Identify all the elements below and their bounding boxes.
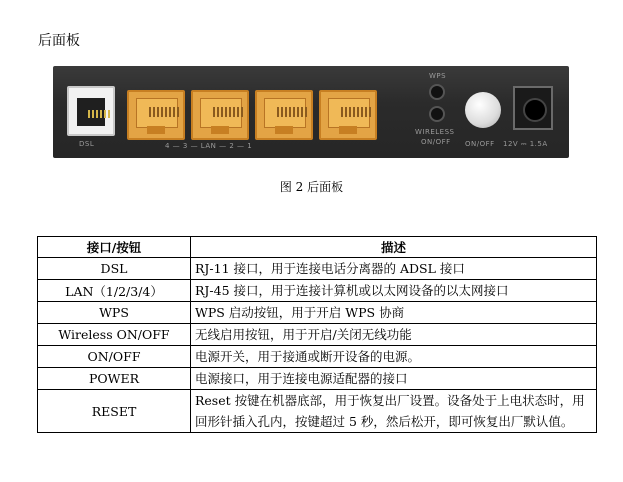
table-row [38, 258, 597, 280]
lan-port-1 [319, 90, 377, 140]
table-row [38, 390, 597, 433]
interface-name: Wireless ON/OFF [38, 324, 191, 346]
power-switch-label: ON/OFF [465, 140, 495, 148]
lan-port-2 [255, 90, 313, 140]
wireless-button [429, 106, 445, 122]
interface-description: RJ-45 接口，用于连接计算机或以太网设备的以太网接口 [191, 280, 597, 302]
dsl-port [67, 86, 115, 136]
interface-description: 电源接口，用于连接电源适配器的接口 [191, 368, 597, 390]
table-row [38, 280, 597, 302]
wireless-onoff-label: ON/OFF [421, 138, 451, 146]
lan-port-4 [127, 90, 185, 140]
interface-name: RESET [38, 390, 191, 433]
power-jack [513, 86, 553, 130]
lan-port-3 [191, 90, 249, 140]
table-row [38, 368, 597, 390]
interface-name: ON/OFF [38, 346, 191, 368]
interface-name: POWER [38, 368, 191, 390]
interface-description: 无线启用按钮，用于开启/关闭无线功能 [191, 324, 597, 346]
wps-label: WPS [429, 72, 447, 80]
table-header-row [38, 237, 597, 258]
power-rating-label: 12V ⎓ 1.5A [503, 140, 548, 148]
interface-description: RJ-11 接口，用于连接电话分离器的 ADSL 接口 [191, 258, 597, 280]
table-row [38, 324, 597, 346]
interface-description: WPS 启动按钮，用于开启 WPS 协商 [191, 302, 597, 324]
figure-caption: 图 2 后面板 [279, 180, 344, 194]
lan-label: 4 — 3 — LAN — 2 — 1 [165, 142, 253, 150]
interface-description: Reset 按键在机器底部，用于恢复出厂设置。设备处于上电状态时，用回形针插入孔内，按键超过 5 秒，然后松开，即可恢复出厂默认值。 [191, 390, 597, 433]
dsl-label: DSL [79, 140, 95, 148]
section-heading: 后面板 [38, 33, 80, 49]
wps-button [429, 84, 445, 100]
interface-name: WPS [38, 302, 191, 324]
table-row [38, 302, 597, 324]
interface-name: DSL [38, 258, 191, 280]
wireless-label: WIRELESS [415, 128, 455, 136]
column-header: 描述 [191, 237, 597, 258]
table-row [38, 346, 597, 368]
power-switch [465, 92, 501, 128]
interface-name: LAN（1/2/3/4） [38, 280, 191, 302]
router-back-panel-image [53, 66, 569, 158]
interface-table [37, 236, 597, 433]
interface-description: 电源开关，用于接通或断开设备的电源。 [191, 346, 597, 368]
column-header: 接口/按钮 [38, 237, 191, 258]
